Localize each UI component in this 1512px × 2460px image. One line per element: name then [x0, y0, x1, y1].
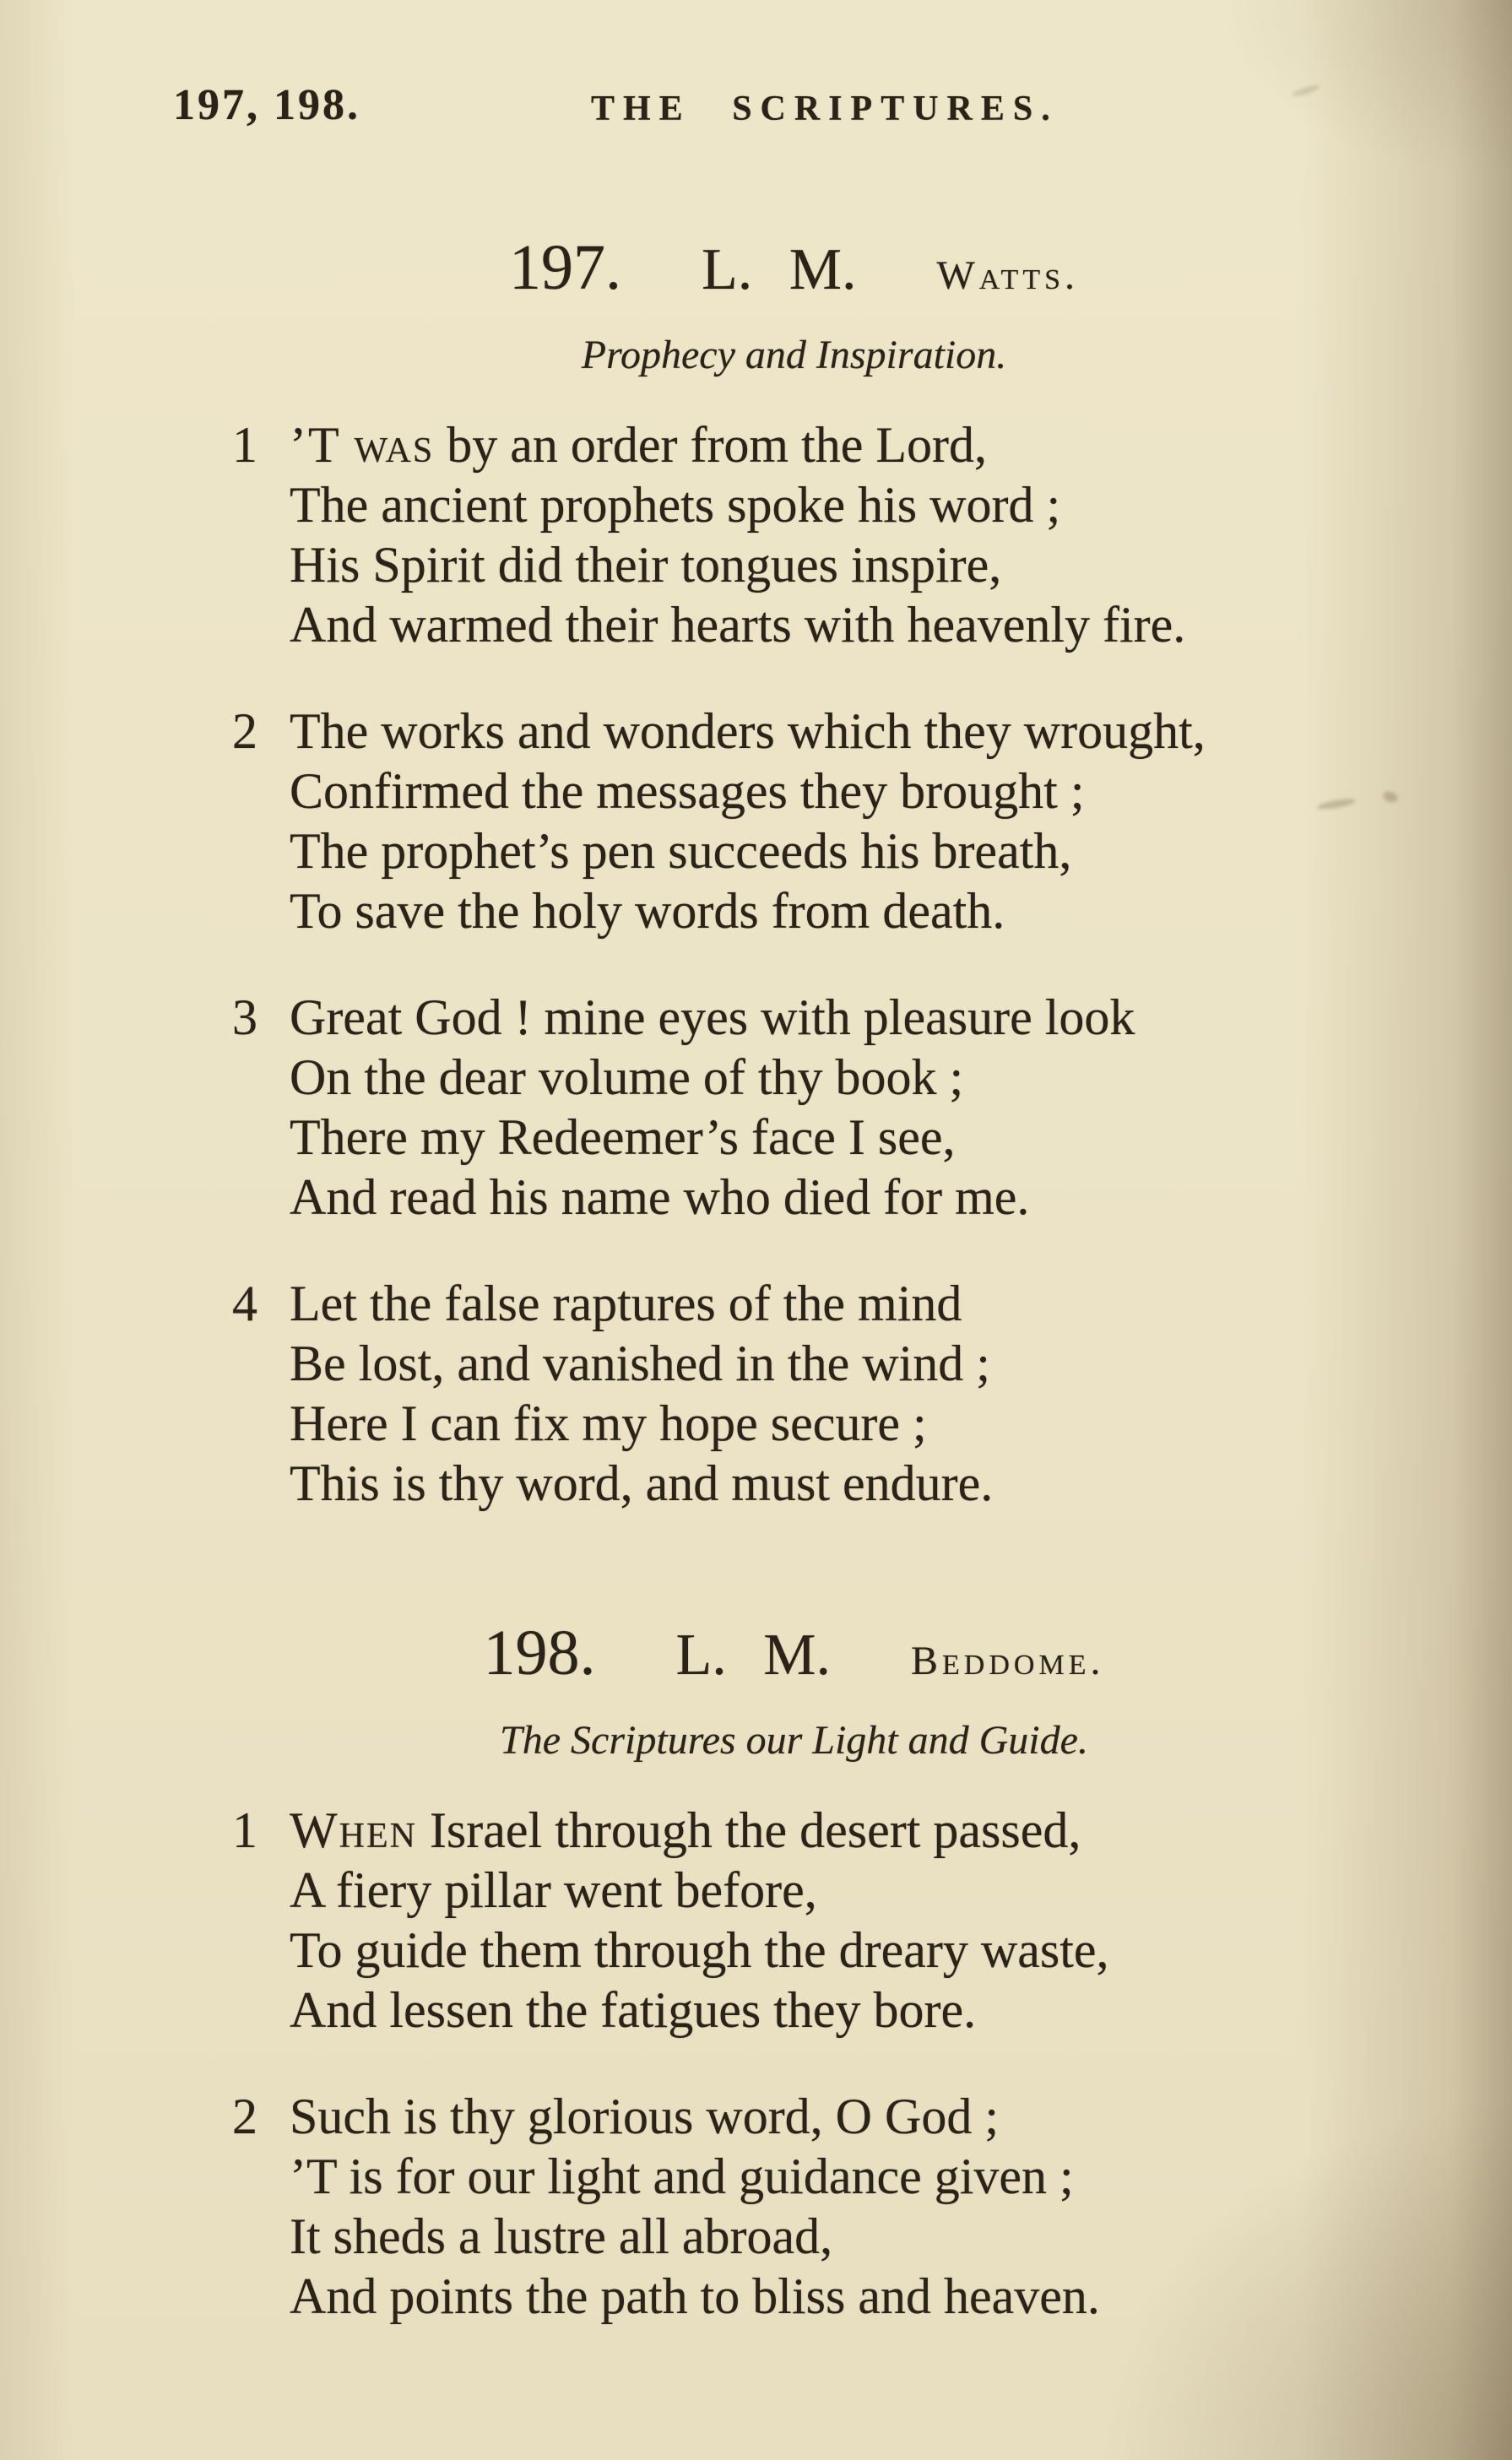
verse-line-text: Let the false raptures of the mind [290, 1276, 962, 1331]
hymn-meter: L. M. [701, 237, 857, 302]
hymn-heading [0, 1615, 1512, 1699]
running-title: THE SCRIPTURES. [591, 89, 1059, 128]
verse-line: His Spirit did their tongues inspire, [290, 537, 1002, 593]
verse-number: 1 [232, 417, 257, 473]
verse-line-text: The works and wonders which they wrought, [290, 703, 1206, 759]
verse-line [290, 702, 1206, 761]
verse-line [290, 415, 1185, 475]
verse-line: This is thy word, and must endure. [290, 1455, 994, 1511]
hymn-meter: L. M. [675, 1623, 832, 1688]
verse-lines [290, 1274, 993, 1514]
hymn-author: Beddome. [911, 1639, 1105, 1683]
verse-number: 1 [232, 1802, 257, 1858]
hymn-197 [0, 230, 1512, 1514]
verse-line-text: Israel through the desert passed, [416, 1802, 1081, 1858]
verse-number: 2 [232, 2089, 257, 2144]
verse-line-text: by an order from the Lord, [434, 417, 988, 473]
verse-number: 3 [232, 989, 257, 1045]
verse-line [290, 1274, 993, 1334]
verse [232, 702, 1512, 941]
verse-line: There my Redeemer’s face I see, [290, 1109, 956, 1165]
page-numbers: 197, 198. [173, 81, 360, 129]
verse-lead: When [290, 1802, 417, 1858]
hymn-author: Watts. [936, 253, 1080, 298]
verse [232, 1801, 1512, 2040]
verse-line: Be lost, and vanished in the wind ; [290, 1336, 990, 1391]
verse-line: The prophet’s pen succeeds his breath, [290, 823, 1072, 879]
page-header [0, 80, 1512, 133]
verse-line: And points the path to bliss and heaven. [290, 2268, 1100, 2324]
verse-number: 4 [232, 1276, 257, 1331]
verse-line: On the dear volume of thy book ; [290, 1049, 964, 1105]
verse-line: And warmed their hearts with heavenly fire. [290, 597, 1186, 653]
verse [232, 1274, 1512, 1514]
verse [232, 988, 1512, 1227]
verse [232, 2087, 1512, 2327]
verse-line: Here I can fix my hope secure ; [290, 1395, 927, 1451]
hymn-subtitle: The Scriptures our Light and Guide. [500, 1718, 1088, 1763]
verse-line [290, 988, 1135, 1048]
verse-lines [290, 415, 1185, 655]
verse-line: The ancient prophets spoke his word ; [290, 477, 1061, 533]
hymn-number: 197. [508, 232, 621, 303]
verse-lines [290, 2087, 1100, 2327]
verse-line-text: Such is thy glorious word, O God ; [290, 2089, 999, 2144]
verse-line-text: Great God ! mine eyes with pleasure look [290, 989, 1135, 1045]
hymn-subtitle: Prophecy and Inspiration. [581, 333, 1007, 377]
verse-line [290, 1801, 1109, 1861]
verse-line: Confirmed the messages they brought ; [290, 763, 1085, 819]
verse-lines [290, 1801, 1109, 2040]
verse-number: 2 [232, 703, 257, 759]
verse-line: And lessen the fatigues they bore. [290, 1982, 977, 2038]
verse-lines [290, 988, 1135, 1227]
verse-line: ’T is for our light and guidance given ; [290, 2148, 1074, 2204]
verse-line: And read his name who died for me. [290, 1169, 1030, 1225]
hymn-number: 198. [483, 1617, 596, 1688]
verse-line [290, 2087, 1100, 2147]
verse-line: A fiery pillar went before, [290, 1862, 817, 1918]
verse-line: It sheds a lustre all abroad, [290, 2208, 833, 2264]
verse-lead: ’T was [290, 417, 435, 473]
verse-line: To save the holy words from death. [290, 883, 1005, 939]
hymn-heading [0, 230, 1512, 314]
hymn-198 [0, 1615, 1512, 2327]
verse-line: To guide them through the dreary waste, [290, 1922, 1109, 1978]
verse [232, 415, 1512, 655]
verse-lines [290, 702, 1206, 941]
